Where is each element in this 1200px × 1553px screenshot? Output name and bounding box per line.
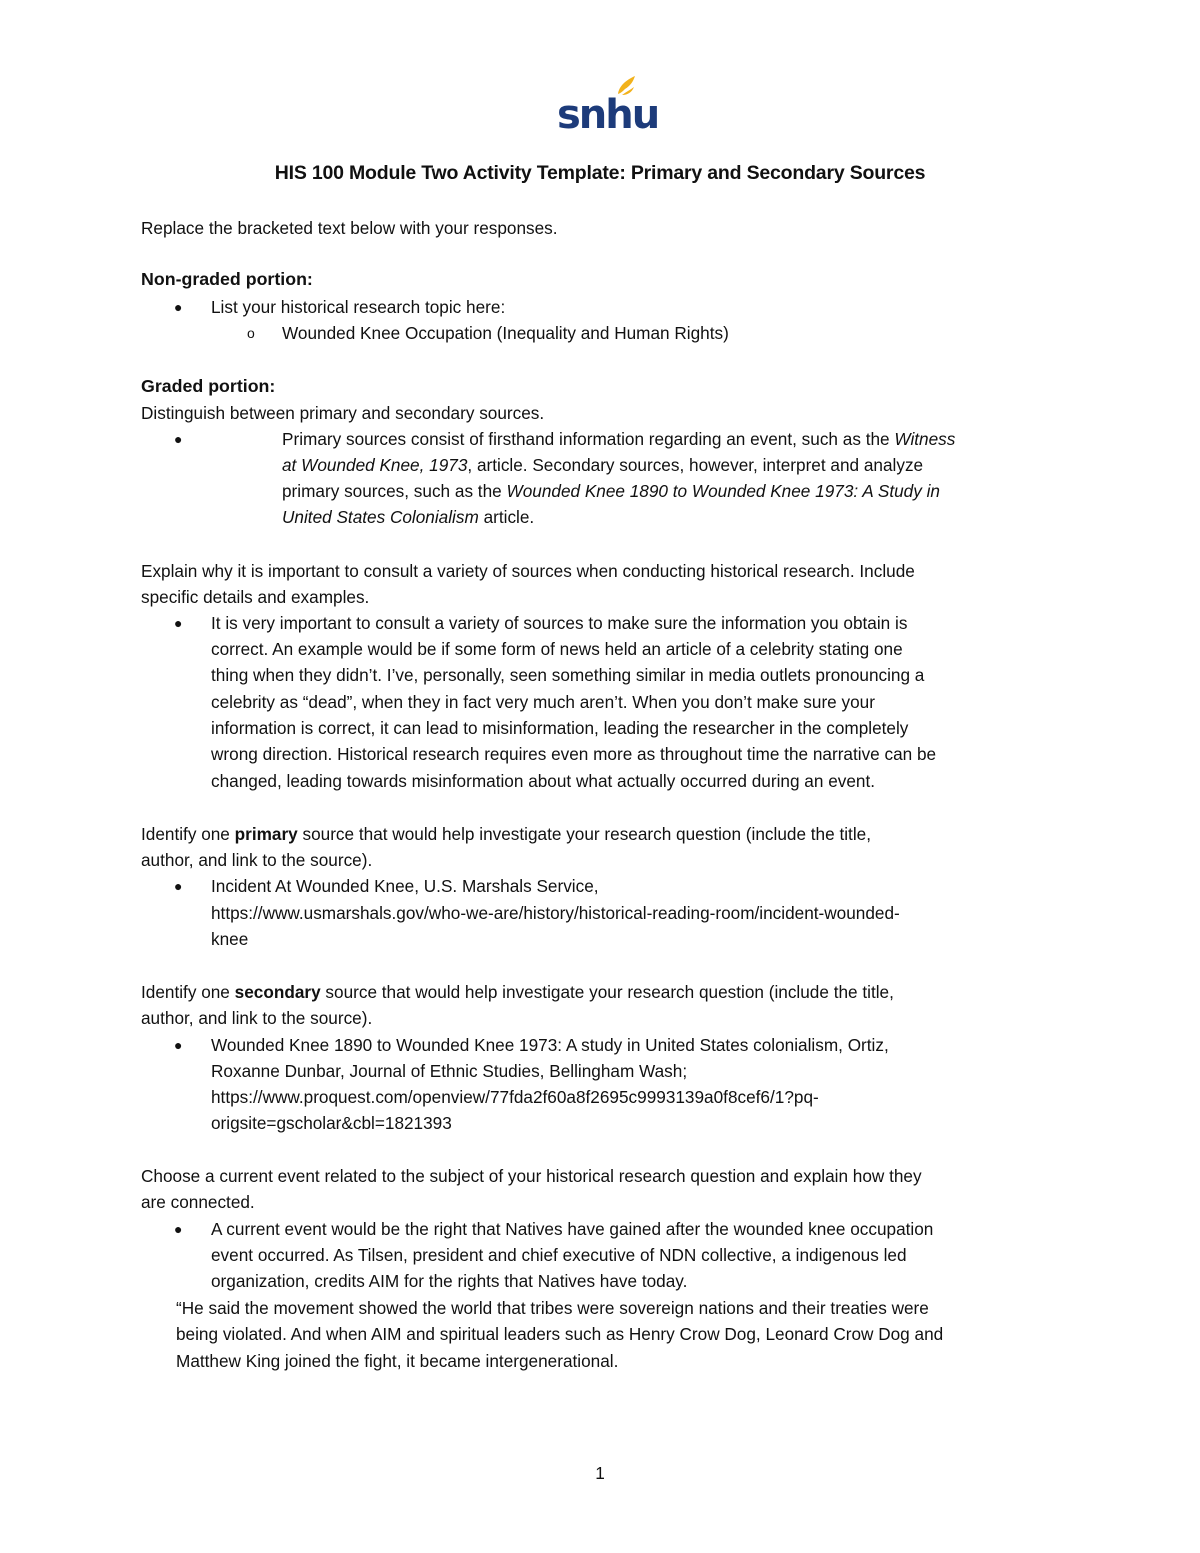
question-5-line-1: Choose a current event related to the subject of your historical research question and explain how they [141,1166,922,1186]
answer-4-line: Roxanne Dunbar, Journal of Ethnic Studies, Bellingham Wash; [211,1061,688,1081]
answer-1-italic: Witness [894,429,956,449]
question-1: Distinguish between primary and secondary sources. [141,403,545,423]
sub-bullet-icon: o [247,325,255,341]
question-3-bold: primary [234,824,298,844]
answer-1-italic: Wounded Knee 1890 to Wounded Knee 1973: A Study in [506,481,940,501]
answer-2-line: thing when they didn’t. I’ve, personally, seen something similar in media outlets pronouncing a [211,665,925,685]
answer-2-line: information is correct, it can lead to misinformation, leading the researcher in the completely [211,718,909,738]
question-4-line-2: author, and link to the source). [141,1008,373,1028]
answer-3-line: Incident At Wounded Knee, U.S. Marshals Service, [211,876,599,896]
answer-1-text: article. [478,507,535,527]
answer-3-link[interactable]: knee [211,929,249,949]
answer-5-line: event occurred. As Tilsen, president and chief executive of NDN collective, a indigenous led [211,1245,907,1265]
answer-2-line: correct. An example would be if some form of news held an article of a celebrity stating one [211,639,903,659]
answer-2-line: It is very important to consult a variety of sources to make sure the information you obtain is [211,613,908,633]
nongraded-subitem: Wounded Knee Occupation (Inequality and Human Rights) [282,323,729,343]
bullet-icon: ● [174,615,183,631]
question-5-line-2: are connected. [141,1192,255,1212]
nongraded-heading: Non-graded portion: [141,269,313,289]
quote-line: being violated. And when AIM and spiritual leaders such as Henry Crow Dog, Leonard Crow Dog and [176,1324,944,1344]
answer-2-line: wrong direction. Historical research requires even more as throughout time the narrative can be [211,744,937,764]
question-3-line-2: author, and link to the source). [141,850,373,870]
intro-text: Replace the bracketed text below with your responses. [141,218,558,238]
bullet-icon: ● [174,878,183,894]
answer-4-line: Wounded Knee 1890 to Wounded Knee 1973: A study in United States colonialism, Ortiz, [211,1035,889,1055]
answer-4-link[interactable]: origsite=gscholar&cbl=1821393 [211,1113,452,1133]
question-2-line-1: Explain why it is important to consult a variety of sources when conducting historical research. Include [141,561,915,581]
question-4-line-1 [141,979,894,1005]
question-4-text: source that would help investigate your research question (include the title, [320,982,894,1002]
answer-1-line-3 [282,478,940,504]
quote-line: “He said the movement showed the world that tribes were sovereign nations and their treaties were [176,1298,929,1318]
nongraded-item: List your historical research topic here: [211,297,506,317]
question-2-line-2: specific details and examples. [141,587,370,607]
answer-1-line-1 [282,426,955,452]
answer-1-italic: United States Colonialism [282,507,479,527]
question-4-bold: secondary [234,982,321,1002]
page-number: 1 [595,1463,605,1483]
page-title: HIS 100 Module Two Activity Template: Primary and Secondary Sources [274,162,926,184]
answer-1-text: primary sources, such as the [282,481,507,501]
answer-5-line: organization, credits AIM for the rights that Natives have today. [211,1271,688,1291]
bullet-icon: ● [174,299,183,315]
answer-1-italic: at Wounded Knee, 1973 [282,455,468,475]
answer-5-line: A current event would be the right that Natives have gained after the wounded knee occupation [211,1219,934,1239]
answer-2-line: celebrity as “dead”, when they in fact very much aren’t. When you don’t make sure your [211,692,875,712]
quote-line: Matthew King joined the fight, it became intergenerational. [176,1351,619,1371]
answer-3-link[interactable]: https://www.usmarshals.gov/who-we-are/history/historical-reading-room/incident-wounded- [211,903,900,923]
snhu-logo [556,74,659,138]
answer-4-link[interactable]: https://www.proquest.com/openview/77fda2f60a8f2695c9993139a0f8cef6/1?pq- [211,1087,819,1107]
bullet-icon: ● [174,431,183,447]
answer-1-line-4 [282,504,534,530]
graded-heading: Graded portion: [141,376,276,396]
question-4-text: Identify one [141,982,235,1002]
answer-2-line: changed, leading towards misinformation about what actually occurred during an event. [211,771,876,791]
answer-1-text: , article. Secondary sources, however, interpret and analyze [467,455,924,475]
logo-text: snhu [557,92,659,138]
question-3-text: Identify one [141,824,235,844]
question-3-line-1 [141,821,871,847]
answer-1-text: Primary sources consist of firsthand information regarding an event, such as the [282,429,895,449]
bullet-icon: ● [174,1037,183,1053]
answer-1-line-2 [282,452,923,478]
question-3-text: source that would help investigate your research question (include the title, [297,824,871,844]
bullet-icon: ● [174,1221,183,1237]
